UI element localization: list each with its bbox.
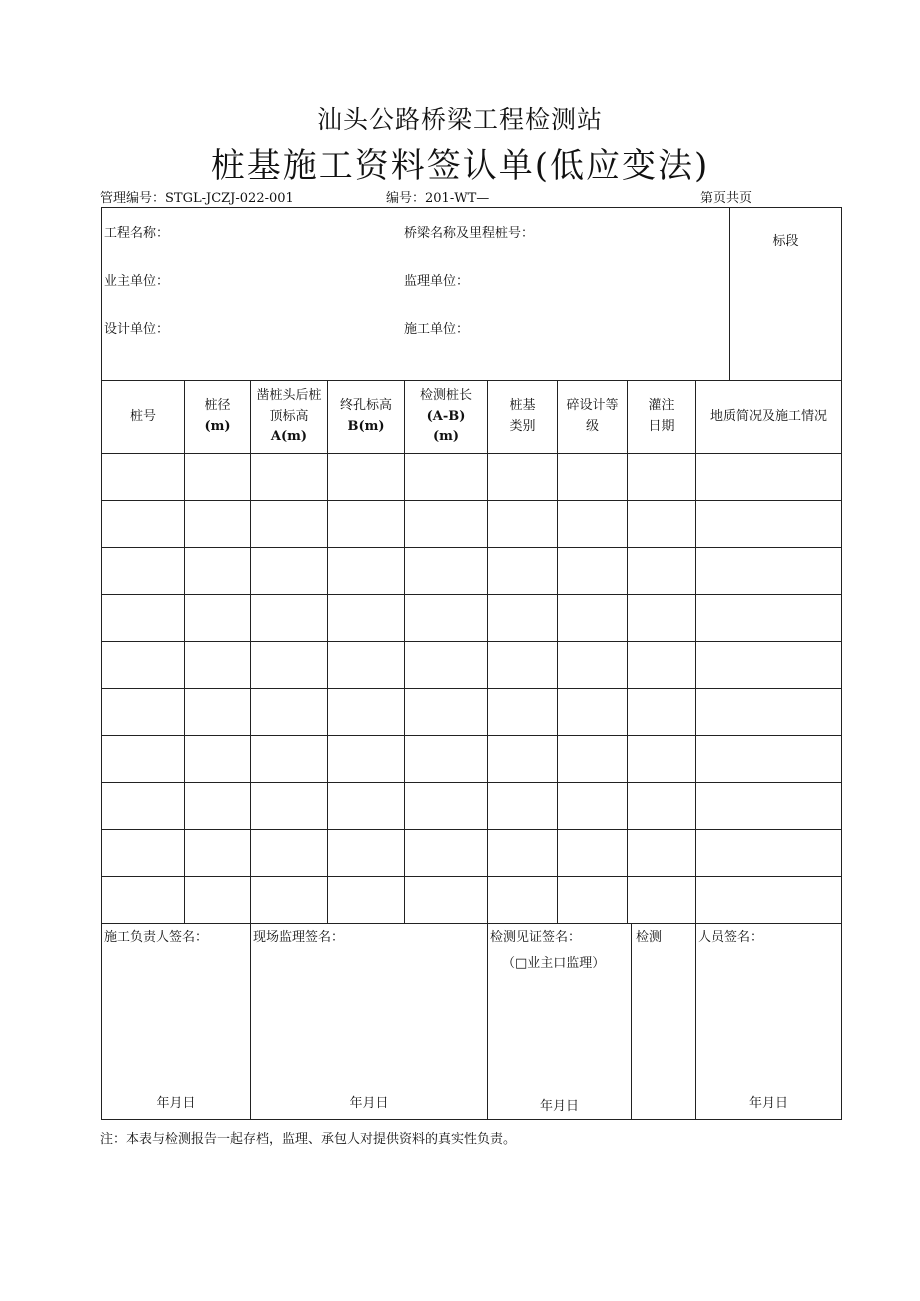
table-cell[interactable] xyxy=(628,689,696,736)
table-cell[interactable] xyxy=(251,736,328,783)
col-pile-top-elevation xyxy=(251,381,328,454)
table-cell[interactable] xyxy=(488,642,558,689)
table-cell[interactable] xyxy=(102,595,185,642)
table-cell[interactable] xyxy=(628,454,696,501)
table-cell[interactable] xyxy=(405,877,488,924)
inspector-label: 人员签名： xyxy=(698,930,764,945)
management-number: 管理编号：STGL-JCZJ-022-001 xyxy=(100,191,294,206)
site-supervisor-label: 现场监理签名： xyxy=(253,930,345,945)
col-pile-number-label: 桩号 xyxy=(129,408,156,424)
col-pile-number xyxy=(102,381,185,454)
witness-role-checkbox[interactable]: （□业主口监理） xyxy=(502,956,606,971)
column-header-row xyxy=(102,381,842,454)
table-cell[interactable] xyxy=(696,689,842,736)
col-tested-pile-length-unit: (m) xyxy=(432,429,460,445)
table-cell[interactable] xyxy=(488,736,558,783)
table-cell[interactable] xyxy=(558,877,628,924)
serial-number: 编号：201-WT— xyxy=(386,191,490,206)
table-cell[interactable] xyxy=(488,877,558,924)
table-cell[interactable] xyxy=(628,877,696,924)
table-cell[interactable] xyxy=(328,454,405,501)
table-cell[interactable] xyxy=(102,501,185,548)
col-concrete-grade-label-2: 级 xyxy=(585,419,599,434)
col-pour-date-label-2: 日期 xyxy=(648,419,675,434)
table-cell[interactable] xyxy=(328,548,405,595)
table-cell[interactable] xyxy=(405,783,488,830)
table-cell[interactable] xyxy=(251,595,328,642)
table-cell[interactable] xyxy=(102,689,185,736)
table-cell[interactable] xyxy=(405,454,488,501)
table-cell[interactable] xyxy=(558,595,628,642)
table-cell[interactable] xyxy=(328,877,405,924)
col-concrete-grade xyxy=(558,381,628,454)
witness-label: 检测见证签名： xyxy=(490,930,582,945)
table-cell[interactable] xyxy=(185,454,251,501)
table-cell[interactable] xyxy=(628,736,696,783)
table-cell[interactable] xyxy=(328,830,405,877)
table-cell[interactable] xyxy=(328,501,405,548)
table-cell[interactable] xyxy=(696,501,842,548)
table-row xyxy=(102,830,842,877)
table-row xyxy=(102,595,842,642)
table-cell[interactable] xyxy=(251,830,328,877)
table-cell[interactable] xyxy=(488,830,558,877)
supervisor-unit-field[interactable]: 监理单位： xyxy=(404,274,470,289)
table-row xyxy=(102,783,842,830)
witness-date: 年月日 xyxy=(539,1099,579,1114)
project-name-field[interactable]: 工程名称： xyxy=(104,226,170,241)
table-cell[interactable] xyxy=(488,548,558,595)
table-row xyxy=(102,642,842,689)
table-cell[interactable] xyxy=(185,736,251,783)
table-cell[interactable] xyxy=(696,830,842,877)
table-cell[interactable] xyxy=(488,454,558,501)
witness-signature[interactable] xyxy=(488,924,632,1120)
table-cell[interactable] xyxy=(696,454,842,501)
table-cell[interactable] xyxy=(405,689,488,736)
table-cell[interactable] xyxy=(558,783,628,830)
table-cell[interactable] xyxy=(696,548,842,595)
table-cell[interactable] xyxy=(628,830,696,877)
table-cell[interactable] xyxy=(185,642,251,689)
table-cell[interactable] xyxy=(405,595,488,642)
organization-name: 汕头公路桥梁工程检测站 xyxy=(316,105,603,134)
design-unit-field[interactable]: 设计单位： xyxy=(104,322,170,337)
col-pile-diameter xyxy=(185,381,251,454)
table-cell[interactable] xyxy=(628,501,696,548)
project-info-cell xyxy=(102,208,730,381)
table-cell[interactable] xyxy=(628,783,696,830)
table-cell[interactable] xyxy=(558,736,628,783)
table-cell[interactable] xyxy=(251,454,328,501)
table-cell[interactable] xyxy=(251,783,328,830)
table-cell[interactable] xyxy=(405,548,488,595)
table-cell[interactable] xyxy=(405,642,488,689)
table-cell[interactable] xyxy=(102,642,185,689)
col-pile-category xyxy=(488,381,558,454)
table-cell[interactable] xyxy=(405,501,488,548)
footnote: 注：本表与检测报告一起存档，监理、承包人对提供资料的真实性负责。 xyxy=(100,1132,517,1147)
col-hole-bottom-elevation xyxy=(328,381,405,454)
table-cell[interactable] xyxy=(488,689,558,736)
table-cell[interactable] xyxy=(405,830,488,877)
table-cell[interactable] xyxy=(558,548,628,595)
table-cell[interactable] xyxy=(102,548,185,595)
col-pile-category-label-1: 桩基 xyxy=(509,398,536,414)
page-indicator: 第页共页 xyxy=(700,191,753,206)
table-cell[interactable] xyxy=(558,689,628,736)
inspector-signature[interactable] xyxy=(696,924,842,1120)
table-cell[interactable] xyxy=(628,642,696,689)
col-pile-top-elevation-label-2: 顶标高 xyxy=(269,408,309,424)
col-tested-pile-length-label: 检测桩长 xyxy=(419,387,472,403)
col-hole-bottom-elevation-label: 终孔标高 xyxy=(339,398,392,414)
data-rows xyxy=(102,454,842,924)
table-cell[interactable] xyxy=(328,642,405,689)
table-cell[interactable] xyxy=(488,501,558,548)
section-field[interactable]: 标段 xyxy=(730,208,842,381)
table-cell[interactable] xyxy=(251,501,328,548)
table-cell[interactable] xyxy=(558,454,628,501)
inspector-date: 年月日 xyxy=(749,1096,789,1111)
table-cell[interactable] xyxy=(185,501,251,548)
col-hole-bottom-elevation-unit: B(m) xyxy=(347,419,385,434)
table-cell[interactable] xyxy=(488,783,558,830)
table-row xyxy=(102,689,842,736)
table-cell[interactable] xyxy=(696,783,842,830)
col-pile-diameter-unit: (m) xyxy=(204,419,231,434)
table-cell[interactable] xyxy=(328,689,405,736)
col-geology-notes-label: 地质简况及施工情况 xyxy=(710,408,828,424)
col-tested-pile-length-formula: (A-B) xyxy=(426,408,466,424)
signature-row xyxy=(102,924,842,1120)
table-cell[interactable] xyxy=(251,642,328,689)
table-cell[interactable] xyxy=(185,548,251,595)
table-cell[interactable] xyxy=(102,830,185,877)
table-cell[interactable] xyxy=(102,877,185,924)
construction-lead-signature[interactable] xyxy=(102,924,251,1120)
col-pour-date-label-1: 灌注 xyxy=(648,398,675,414)
owner-unit-field[interactable]: 业主单位： xyxy=(104,274,170,289)
table-cell[interactable] xyxy=(185,877,251,924)
table-cell[interactable] xyxy=(251,877,328,924)
col-concrete-grade-label-1: 碎设计等 xyxy=(566,398,619,414)
table-cell[interactable] xyxy=(102,783,185,830)
table-cell[interactable] xyxy=(251,689,328,736)
site-supervisor-date: 年月日 xyxy=(349,1096,389,1111)
form-title: 桩基施工资料签认单(低应变法) xyxy=(210,146,710,186)
pile-record-form xyxy=(101,207,842,1120)
table-cell[interactable] xyxy=(628,595,696,642)
bridge-name-field[interactable]: 桥梁名称及里程桩号： xyxy=(404,226,535,241)
table-row xyxy=(102,548,842,595)
table-cell[interactable] xyxy=(185,830,251,877)
table-cell[interactable] xyxy=(405,736,488,783)
col-tested-pile-length xyxy=(405,381,488,454)
col-pile-diameter-label: 桩径 xyxy=(204,398,231,414)
table-cell[interactable] xyxy=(185,595,251,642)
table-cell[interactable] xyxy=(628,548,696,595)
col-pile-category-label-2: 类别 xyxy=(509,419,536,434)
site-supervisor-signature[interactable] xyxy=(251,924,488,1120)
table-cell[interactable] xyxy=(185,689,251,736)
table-row xyxy=(102,501,842,548)
col-pour-date xyxy=(628,381,696,454)
table-cell[interactable] xyxy=(328,783,405,830)
construction-unit-field[interactable]: 施工单位： xyxy=(404,322,470,337)
table-cell[interactable] xyxy=(696,877,842,924)
table-row xyxy=(102,454,842,501)
col-pile-top-elevation-unit: A(m) xyxy=(270,429,308,445)
table-cell[interactable] xyxy=(328,595,405,642)
table-cell[interactable] xyxy=(185,783,251,830)
table-cell[interactable] xyxy=(696,595,842,642)
table-cell[interactable] xyxy=(696,642,842,689)
project-info-row xyxy=(102,208,842,381)
table-cell[interactable] xyxy=(102,454,185,501)
col-geology-notes xyxy=(696,381,842,454)
table-row xyxy=(102,736,842,783)
table-cell[interactable] xyxy=(488,595,558,642)
table-cell[interactable] xyxy=(102,736,185,783)
col-pile-top-elevation-label-1: 凿桩头后桩 xyxy=(256,387,322,403)
table-cell[interactable] xyxy=(558,501,628,548)
construction-lead-label: 施工负责人签名： xyxy=(104,930,209,945)
table-cell[interactable] xyxy=(558,830,628,877)
construction-lead-date: 年月日 xyxy=(156,1096,196,1111)
inspection-label: 检测 xyxy=(636,930,663,945)
inspection-cell xyxy=(632,924,696,1120)
table-row xyxy=(102,877,842,924)
table-cell[interactable] xyxy=(251,548,328,595)
table-cell[interactable] xyxy=(696,736,842,783)
table-cell[interactable] xyxy=(328,736,405,783)
table-cell[interactable] xyxy=(558,642,628,689)
